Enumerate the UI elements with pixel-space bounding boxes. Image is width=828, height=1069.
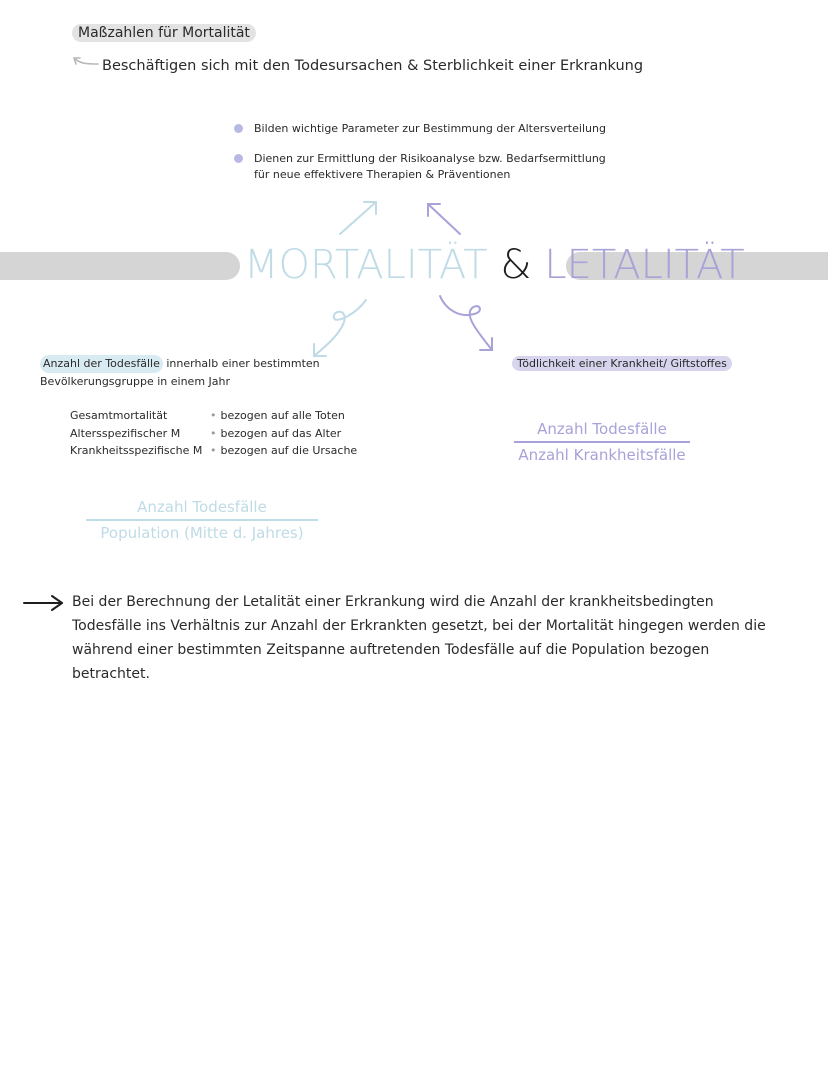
- bullet-dot-icon: [234, 124, 243, 133]
- fraction-bar: [514, 441, 690, 443]
- subtitle: Beschäftigen sich mit den Todesursachen & Sterblichkeit einer Erkrankung: [102, 58, 644, 74]
- formula-numerator: Anzahl Todesfälle: [137, 498, 267, 516]
- title-ampersand: &: [500, 242, 532, 288]
- page-heading: Maßzahlen für Mortalität: [72, 24, 256, 42]
- arrow-right-icon: [22, 594, 66, 612]
- type-desc-wrap: [210, 442, 370, 460]
- bullet-text: Bilden wichtige Parameter zur Bestimmung der Altersverteilung: [254, 122, 606, 135]
- bullet-text: Dienen zur Ermittlung der Risikoanalyse bzw. Bedarfsermittlung für neue effektivere Therapien & Präventionen: [254, 152, 606, 181]
- decorative-band-left: [0, 252, 240, 280]
- arrow-up-left-icon: [422, 198, 464, 238]
- type-name: Krankheitsspezifische M: [70, 444, 203, 457]
- formula-numerator: Anzahl Todesfälle: [537, 420, 667, 438]
- formula-denominator: Population (Mitte d. Jahres): [100, 524, 304, 542]
- type-name: Gesamtmortalität: [70, 409, 168, 422]
- mortality-definition: [40, 355, 340, 391]
- formula-denominator: Anzahl Krankheitsfälle: [518, 446, 686, 464]
- type-name: Altersspezifischer M: [70, 426, 181, 440]
- lethality-formula: [514, 418, 690, 466]
- type-desc: bezogen auf das Alter: [220, 426, 342, 440]
- small-bullet-icon: •: [210, 409, 217, 422]
- curly-arrow-down-left-icon: [306, 294, 376, 364]
- small-bullet-icon: •: [210, 426, 217, 440]
- curly-arrow-down-right-icon: [434, 292, 500, 358]
- mortality-definition-text: innerhalb einer bestimmten Bevölkerungsgruppe in einem Jahr: [40, 357, 320, 388]
- type-desc: bezogen auf alle Toten: [220, 409, 345, 422]
- main-title: [244, 240, 745, 290]
- conclusion-text: Bei der Berechnung der Letalität einer Erkrankung wird die Anzahl der krankheitsbedingten Todesfälle ins Verhältnis zur Anzahl der Erkrankten gesetzt, bei der Mortalität hingegen werden die während einer bestimmten Zeitspanne auftretenden Todesfälle auf die Population bezogen betrachtet.: [72, 594, 766, 682]
- mortality-formula: [86, 496, 318, 544]
- type-desc: bezogen auf die Ursache: [220, 444, 358, 457]
- title-lethality: LETALITÄT: [544, 242, 745, 288]
- lethality-definition: Tödlichkeit einer Krankheit/ Giftstoffes: [512, 356, 732, 371]
- mortality-definition-highlight: Anzahl der Todesfälle: [40, 355, 163, 373]
- bullet-dot-icon: [234, 154, 243, 163]
- arrow-up-right-icon: [336, 196, 382, 238]
- fraction-bar: [86, 519, 318, 521]
- type-desc-wrap: [210, 425, 370, 443]
- title-mortality: MORTALITÄT: [244, 242, 488, 288]
- type-desc-wrap: [210, 407, 370, 425]
- small-bullet-icon: •: [210, 444, 217, 457]
- hook-arrow-icon: [70, 52, 102, 72]
